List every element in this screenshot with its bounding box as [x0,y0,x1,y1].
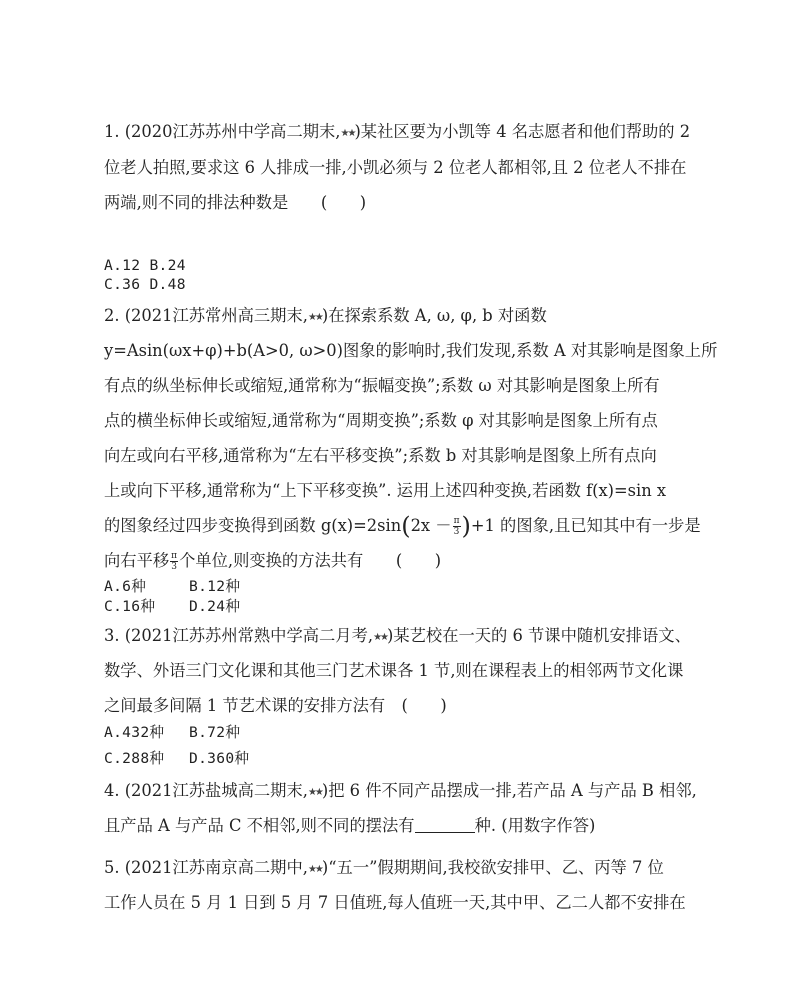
q1-option-c: C.36 [104,276,141,293]
q1-options-row-1 [104,257,186,275]
answer-blank[interactable] [415,818,475,833]
q2-line-5: 向左或向右平移,通常称为“左右平移变换”;系数 b 对其影响是图象上所有点向 [104,446,657,465]
difficulty-stars-icon: ★★ [307,787,322,798]
q1-option-a: A.12 [104,257,141,274]
q3-option-b: B.72种 [189,724,241,741]
q1-line-1: 1. (2020江苏苏州中学高二期末,★★)某社区要为小凯等 4 名志愿者和他们帮助的 2 [104,122,691,141]
q3-options-row-1 [104,724,240,742]
q2-options-row-1 [104,578,240,596]
q3-option-a: A.432种 [104,724,165,741]
q3-option-d: D.360种 [189,750,250,767]
q3-line-1: 3. (2021江苏苏州常熟中学高二月考,★★)某艺校在一天的 6 节课中随机安排语文、 [104,626,691,645]
difficulty-stars-icon: ★★ [307,312,322,323]
q1-line-3: 两端,则不同的排法种数是 ( ) [104,193,367,212]
q2-option-c: C.16种 [104,598,156,615]
q2-option-a: A.6种 [104,578,147,595]
difficulty-stars-icon: ★★ [307,864,322,875]
q2-line-4: 点的横坐标伸长或缩短,通常称为“周期变换”;系数 φ 对其影响是图象上所有点 [104,411,658,430]
q3-options-row-2 [104,750,249,768]
fraction-pi-over-3: $\frac{\pi}{3}$ [171,551,178,572]
q5-line-2: 工作人员在 5 月 1 日到 5 月 7 日值班,每人值班一天,其中甲、乙二人都不安排在 [104,893,686,912]
q2-line-6: 上或向下平移,通常称为“上下平移变换”. 运用上述四种变换,若函数 f(x)=sin x [104,481,667,500]
q3-line-3: 之间最多间隔 1 节艺术课的安排方法有 ( ) [104,696,447,715]
q2-line-1: 2. (2021江苏常州高三期末,★★)在探索系数 A, ω, φ, b 对函数 [104,306,547,325]
q4-line-2: 且产品 A 与产品 C 不相邻,则不同的摆法有 种. (用数字作答) [104,816,596,835]
q2-option-d: D.24种 [189,598,241,615]
q2-line-2: y=Asin(ωx+φ)+b(A>0, ω>0)图象的影响时,我们发现,系数 A 对其影响是图象上所 [104,341,718,360]
q1-options-row-2 [104,276,186,294]
q2-options-row-2 [104,598,240,616]
q2-line-7: 的图象经过四步变换得到函数 g(x)=2sin(2x － $\frac{\pi}{3}$ )+1 的图象,且已知其中有一步是 [104,512,701,540]
q1-option-b: B.24 [149,257,186,274]
difficulty-stars-icon: ★★ [340,128,355,139]
q2-line-3: 有点的纵坐标伸长或缩短,通常称为“振幅变换”;系数 ω 对其影响是图象上所有 [104,376,660,395]
q2-option-b: B.12种 [189,578,241,595]
q5-line-1: 5. (2021江苏南京高二期中,★★)“五一”假期期间,我校欲安排甲、乙、丙等 7 位 [104,858,664,877]
q3-option-c: C.288种 [104,750,165,767]
fraction-pi-over-3: $\frac{\pi}{3}$ [453,516,460,537]
q2-line-8: 向右平移 $\frac{\pi}{3}$ 个单位,则变换的方法共有 ( ) [104,551,442,572]
q4-line-1: 4. (2021江苏盐城高二期末,★★)把 6 件不同产品摆成一排,若产品 A 与产品 B 相邻, [104,781,697,800]
q3-line-2: 数学、外语三门文化课和其他三门艺术课各 1 节,则在课程表上的相邻两节文化课 [104,661,684,680]
q1-line-2: 位老人拍照,要求这 6 人排成一排,小凯必须与 2 位老人都相邻,且 2 位老人不排在 [104,158,687,177]
difficulty-stars-icon: ★★ [373,632,387,643]
q1-option-d: D.48 [149,276,186,293]
